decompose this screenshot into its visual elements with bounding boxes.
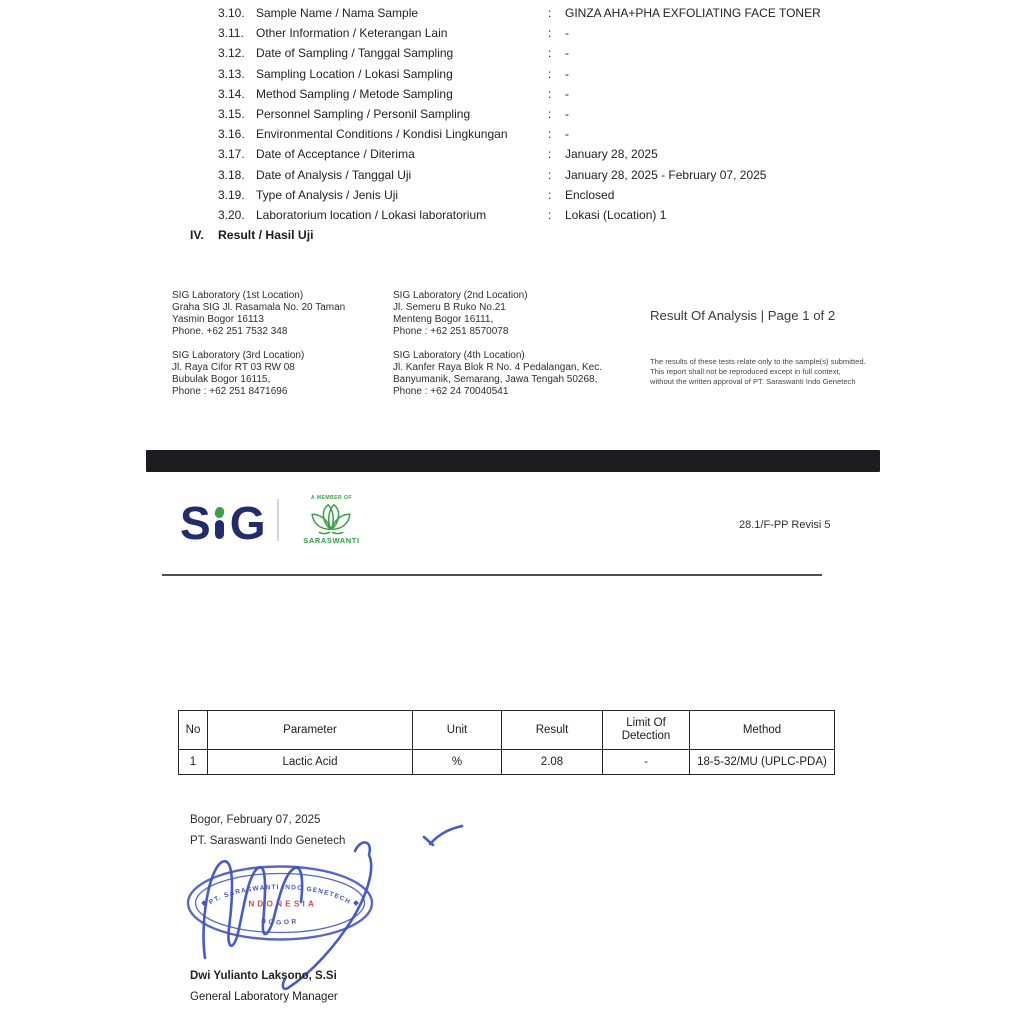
form-revision-code: 28.1/F-PP Revisi 5: [739, 519, 831, 531]
info-label: Sample Name / Nama Sample: [256, 6, 419, 20]
handwritten-signature: [204, 826, 462, 989]
signoff-place-date: Bogor, February 07, 2025: [190, 814, 321, 826]
info-row: [0, 144, 1024, 164]
info-label: Other Information / Keterangan Lain: [256, 26, 448, 41]
info-colon: :: [548, 147, 552, 162]
info-colon: :: [548, 86, 552, 101]
info-number: 3.20.: [218, 207, 245, 222]
logo-divider: [277, 499, 279, 541]
disclaimer-line: without the written approval of PT. Saraswanti Indo Genetech: [650, 376, 856, 386]
sample-info-list: [0, 3, 1024, 225]
section-number: IV.: [190, 228, 204, 242]
lab-location-line: SIG Laboratory (1st Location): [172, 290, 304, 301]
stamp-indonesia-text: INDONESIA: [242, 899, 318, 909]
info-value: -: [565, 127, 569, 142]
lab-location-line: Phone. +62 251 7532 348: [172, 325, 288, 337]
info-number: 3.18.: [218, 167, 245, 182]
lab-location-line: Phone : +62 24 70040541: [393, 385, 509, 397]
info-row: [0, 43, 1024, 63]
saraswanti-logo: [295, 495, 367, 545]
sig-letter-i: [215, 507, 225, 539]
disclaimer-line: This report shall not be reproduced except in full context,: [650, 366, 841, 376]
stamp-top-text: PT. SARASWANTI INDO GENETECH: [207, 884, 352, 907]
report-disclaimer: [650, 357, 866, 386]
info-number: 3.10.: [218, 6, 245, 20]
info-row: [0, 64, 1024, 84]
lab-location-line: Bubulak Bogor 16115,: [172, 373, 271, 385]
col-header-parameter: Parameter: [208, 711, 413, 750]
lab-location-line: Banyumanik, Semarang, Jawa Tengah 50268,: [393, 373, 598, 385]
sig-i-bar: [215, 520, 224, 539]
cell-unit: %: [413, 750, 502, 775]
col-header-method: Method: [690, 711, 835, 750]
lab-location-2: [393, 290, 528, 338]
info-number: 3.19.: [218, 187, 245, 202]
info-row: [0, 84, 1024, 104]
info-value: Enclosed: [565, 187, 615, 202]
results-table: [178, 710, 835, 775]
lab-location-line: SIG Laboratory (4th Location): [393, 350, 525, 361]
info-label: Personnel Sampling / Personil Sampling: [256, 106, 471, 121]
info-colon: :: [548, 26, 552, 41]
lotus-leaves-icon: [308, 501, 354, 535]
table-row: [179, 750, 835, 775]
header-logo-row: [180, 490, 367, 550]
info-colon: :: [548, 46, 552, 61]
info-value: -: [565, 26, 569, 41]
info-number: 3.14.: [218, 86, 245, 101]
lab-location-4: [393, 350, 602, 398]
info-colon: :: [548, 66, 552, 81]
info-label: Method Sampling / Metode Sampling: [256, 86, 453, 101]
lab-location-line: SIG Laboratory (3rd Location): [172, 350, 305, 361]
info-colon: :: [548, 187, 552, 202]
report-title-page-label: Result Of Analysis | Page 1 of 2: [650, 308, 836, 323]
col-header-result: Result: [502, 711, 603, 750]
info-label: Laboratorium location / Lokasi laboratorium: [256, 207, 487, 222]
info-value: January 28, 2025 - February 07, 2025: [565, 167, 767, 182]
disclaimer-line: The results of these tests relate only to the sample(s) submitted.: [650, 357, 866, 366]
sig-letter-s: S: [180, 497, 209, 549]
info-row: [0, 104, 1024, 124]
stamp-bogor-text: BOGOR: [260, 918, 300, 927]
member-of-label: A MEMBER OF: [311, 495, 352, 501]
info-colon: :: [548, 207, 552, 222]
lab-location-line: Jl. Semeru B Ruko No.21: [393, 301, 506, 313]
lab-location-1: [172, 290, 345, 338]
info-row: [0, 205, 1024, 225]
section-title: Result / Hasil Uji: [218, 228, 314, 242]
info-row: [0, 23, 1024, 43]
info-label: Type of Analysis / Jenis Uji: [256, 187, 399, 202]
info-number: 3.11.: [218, 26, 244, 41]
lab-location-line: Menteng Bogor 16111,: [393, 313, 494, 325]
info-row: [0, 3, 1024, 23]
info-row: [0, 165, 1024, 185]
lab-location-line: Jl. Raya Cifor RT 03 RW 08: [172, 361, 295, 373]
header-rule: [162, 574, 822, 576]
info-colon: :: [548, 167, 552, 182]
table-header-row: [179, 711, 835, 750]
signer-block: [190, 966, 338, 1007]
info-number: 3.13.: [218, 66, 245, 81]
info-value: -: [565, 66, 569, 81]
info-value: Lokasi (Location) 1: [565, 207, 667, 222]
info-row: [0, 124, 1024, 144]
info-label: Date of Analysis / Tanggal Uji: [256, 167, 412, 182]
info-value: -: [565, 106, 569, 121]
lab-location-line: Phone : +62 251 8570078: [393, 325, 509, 337]
sig-logo: [180, 497, 264, 549]
lab-location-3: [172, 350, 304, 398]
info-value: -: [565, 46, 569, 61]
info-value: -: [565, 86, 569, 101]
page-break-bar: [146, 450, 880, 472]
signer-name: Dwi Yulianto Laksono, S.Si: [190, 970, 337, 982]
cell-result: 2.08: [502, 750, 603, 775]
lab-location-line: Jl. Kanfer Raya Blok R No. 4 Pedalangan, Kec.: [393, 361, 603, 373]
info-row: [0, 185, 1024, 205]
signoff-company: PT. Saraswanti Indo Genetech: [190, 834, 346, 847]
info-colon: :: [548, 6, 552, 20]
lab-location-line: SIG Laboratory (2nd Location): [393, 290, 528, 301]
stamp-right-diamond: [353, 900, 359, 906]
sig-letter-g: G: [229, 497, 264, 549]
cell-limit-of-detection: -: [603, 750, 690, 775]
cell-method: 18-5-32/MU (UPLC-PDA): [690, 750, 835, 775]
info-label: Sampling Location / Lokasi Sampling: [256, 66, 453, 81]
info-label: Date of Sampling / Tanggal Sampling: [256, 46, 454, 61]
info-number: 3.15.: [218, 106, 245, 121]
info-label: Date of Acceptance / Diterima: [256, 147, 415, 162]
col-header-no: No: [179, 711, 208, 750]
info-number: 3.17.: [218, 147, 245, 162]
lab-location-line: Yasmin Bogor 16113: [172, 313, 264, 325]
sig-green-leaf-icon: [214, 506, 225, 519]
info-value: January 28, 2025: [565, 147, 658, 162]
lab-location-line: Graha SIG Jl. Rasamala No. 20 Taman: [172, 301, 346, 313]
info-colon: :: [548, 106, 552, 121]
cell-no: 1: [179, 750, 208, 775]
info-value: GINZA AHA+PHA EXFOLIATING FACE TONER: [565, 6, 821, 20]
info-number: 3.12.: [218, 46, 245, 61]
signer-role: General Laboratory Manager: [190, 990, 338, 1003]
info-colon: :: [548, 127, 552, 142]
col-header-unit: Unit: [413, 711, 502, 750]
info-label: Environmental Conditions / Kondisi Lingkungan: [256, 127, 508, 142]
info-number: 3.16.: [218, 127, 245, 142]
lab-location-line: Phone : +62 251 8471696: [172, 385, 288, 397]
saraswanti-label: SARASWANTI: [303, 536, 360, 545]
col-header-limit-of-detection: Limit Of Detection: [603, 711, 690, 750]
cell-parameter: Lactic Acid: [208, 750, 413, 775]
